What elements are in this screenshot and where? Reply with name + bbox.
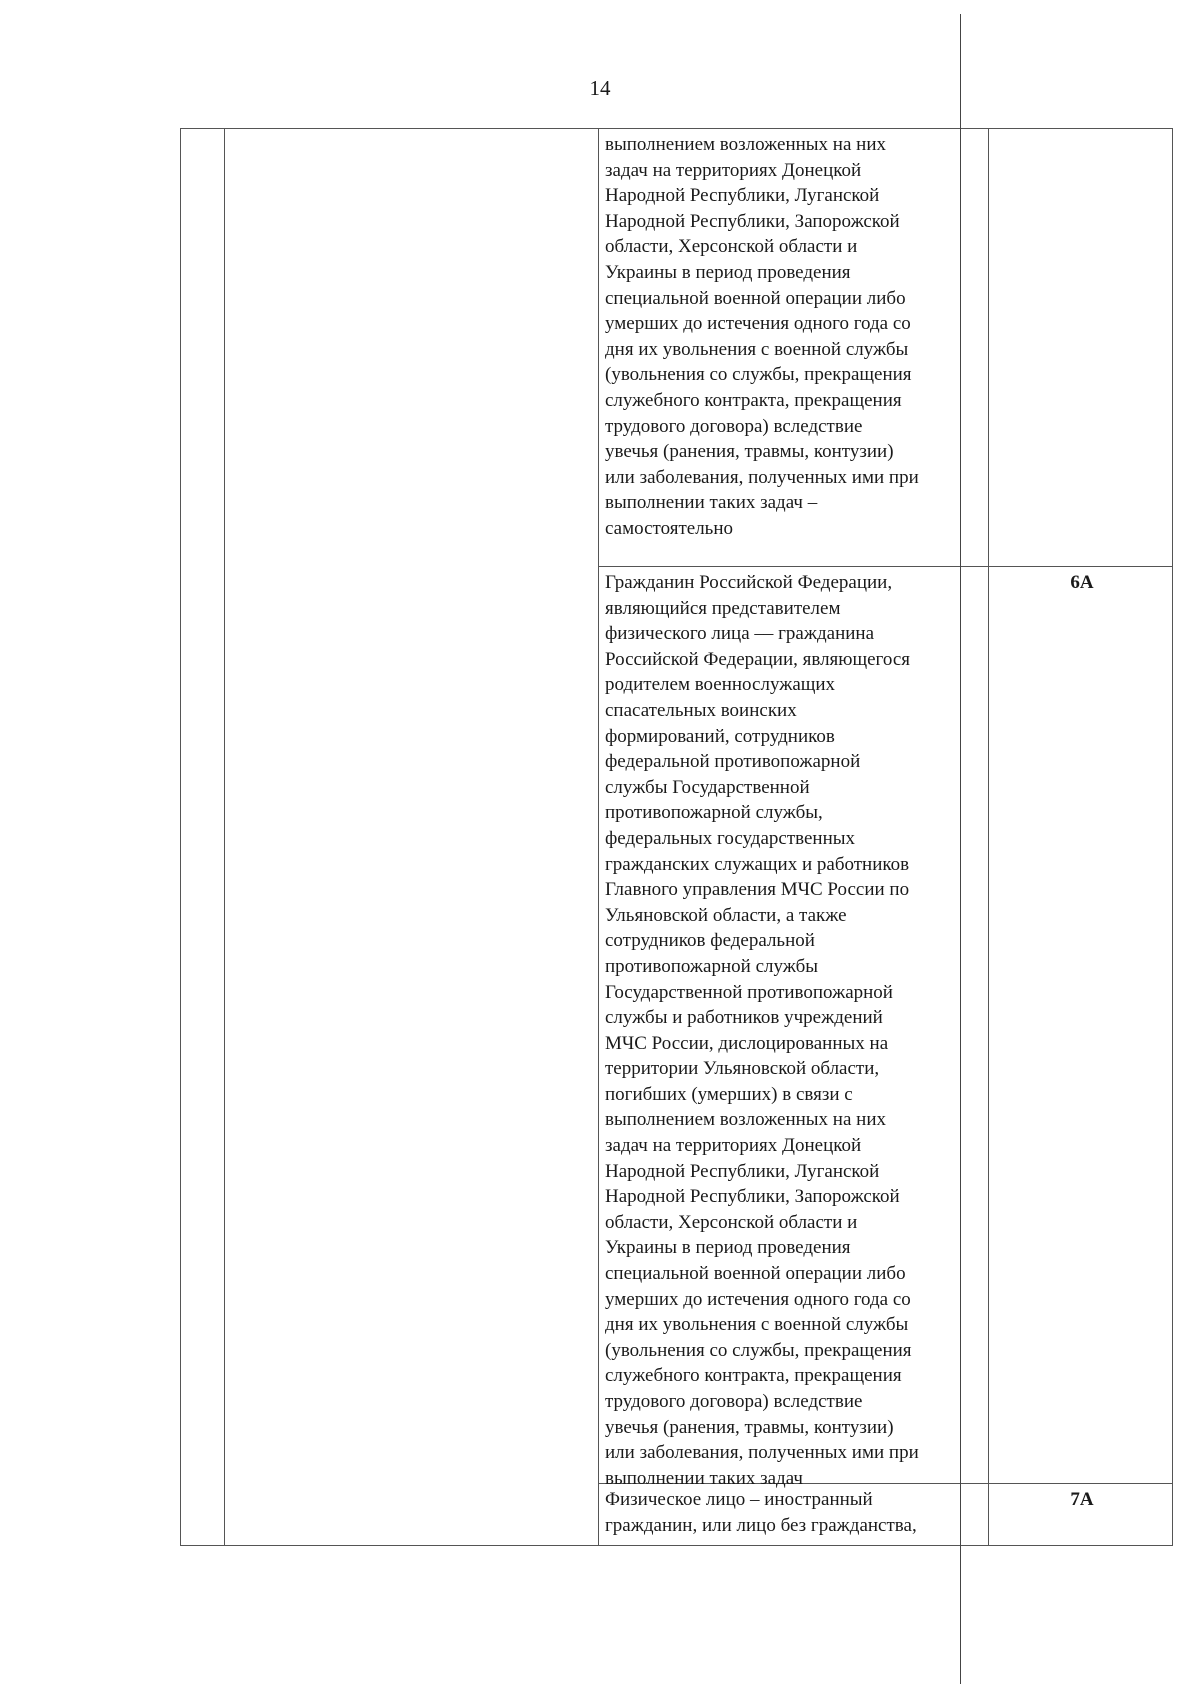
row-description: Гражданин Российской Федерации, являющийся представителем физического лица –– гражданина Российской Федерации, являющегося родителем военнослужащих спасательных воинских формирований, сотрудников федеральной противопожарной службы Государственной противопожарной службы, федеральных государственных гражданских служащих и работников Главного управления МЧС России по Ульяновской области, а также сотрудников федеральной противопожарной службы Государственной противопожарной службы и работников учреждений МЧС России, дислоцированных на территории Ульяновской области, погибших (умерших) в связи с выполнением возложенных на них задач на территориях Донецкой Народной Республики, Луганской Народной Республики, Запорожской области, Херсонской области и Украины в период проведения специальной военной операции либо умерших до истечения одного года со дня их увольнения с военной службы (увольнения со службы, прекращения служебного контракта, прекращения трудового договора) вследствие увечья (ранения, травмы, контузии) или заболевания, полученных ими при выполнении таких задач [605, 572, 919, 1489]
row-code: 6А [1070, 572, 1094, 593]
table-column-divider [988, 128, 989, 1546]
table-row-separator [598, 566, 1172, 567]
table-column-divider [598, 128, 599, 1546]
row-description: выполнением возложенных на них задач на территориях Донецкой Народной Республики, Луганской Народной Республики, Запорожской области, Херсонской области и Украины в период проведения специальной военной операции либо умерших до истечения одного года со дня их увольнения с военной службы (увольнения со службы, прекращения служебного контракта, прекращения трудового договора) вследствие увечья (ранения, травмы, контузии) или заболевания, полученных ими при выполнении таких задач – самостоятельно [605, 134, 919, 539]
table-top-border [180, 128, 1172, 129]
table-left-border [180, 128, 181, 1546]
row-code: 7А [1070, 1489, 1094, 1510]
table-bottom-border [180, 1545, 1172, 1546]
row-description: Физическое лицо – иностранный гражданин, или лицо без гражданства, [605, 1489, 917, 1536]
table-right-border [1172, 128, 1173, 1546]
table-column-divider [224, 128, 225, 1546]
page-number: 14 [589, 76, 611, 100]
